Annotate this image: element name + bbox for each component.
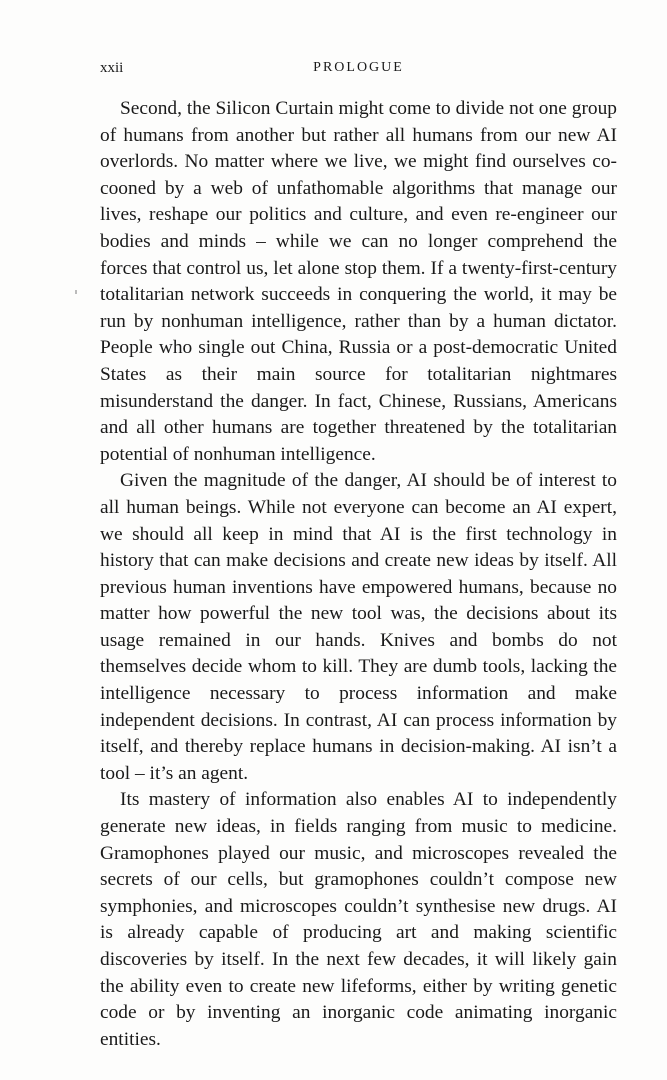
paragraph: Its mastery of information also enables AI to independently generate new ideas, in fields ranging from music to medicine. Gramophones played our music, and microscopes revealed the secrets of our cells, but gramophones couldn’t compose new symphonies, and microscopes couldn’t synthesise new drugs. AI is already capable of producing art and making scientific discoveries by itself. In the next few decades, it will likely gain the ability even to create new lifeforms, either by writing genetic code or by inventing an inorganic code animating inorganic entities.	[100, 789, 617, 1050]
running-head	[100, 60, 617, 80]
paragraph: Second, the Silicon Curtain might come to divide not one group of humans from another but rather all humans from our new AI overlords. No matter where we live, we might find ourselves cocooned by a web of unfathomable algorithms that manage our lives, reshape our politics and culture, and even re-engineer our bodies and minds – while we can no longer comprehend the forces that control us, let alone stop them. If a twenty-first-century totalitarian network succeeds in conquering the world, it may be run by nonhuman intelligence, rather than by a human dictator. People who single out China, Russia or a post-democratic United States as their main source for totalitarian nightmares misunderstand the danger. In fact, Chinese, Russians, Americans and all other humans are together threatened by the totalitarian potential of nonhuman intelligence.	[100, 98, 617, 465]
margin-speck	[75, 290, 77, 294]
chapter-title: PROLOGUE	[313, 60, 404, 75]
page-number: xxii	[100, 60, 124, 76]
paragraph: Given the magnitude of the danger, AI should be of interest to all human beings. While not everyone can become an AI expert, we should all keep in mind that AI is the first technology in history that can make decisions and create new ideas by itself. All previous human inventions have empowered humans, because no matter how powerful the new tool was, the decisions about its usage remained in our hands. Knives and bombs do not themselves decide whom to kill. They are dumb tools, lacking the intelligence necessary to process information and make independent decisions. In contrast, AI can process information by itself, and thereby replace humans in decision-making. AI isn’t a tool – it’s an agent.	[100, 470, 617, 784]
body-text	[100, 96, 617, 1053]
